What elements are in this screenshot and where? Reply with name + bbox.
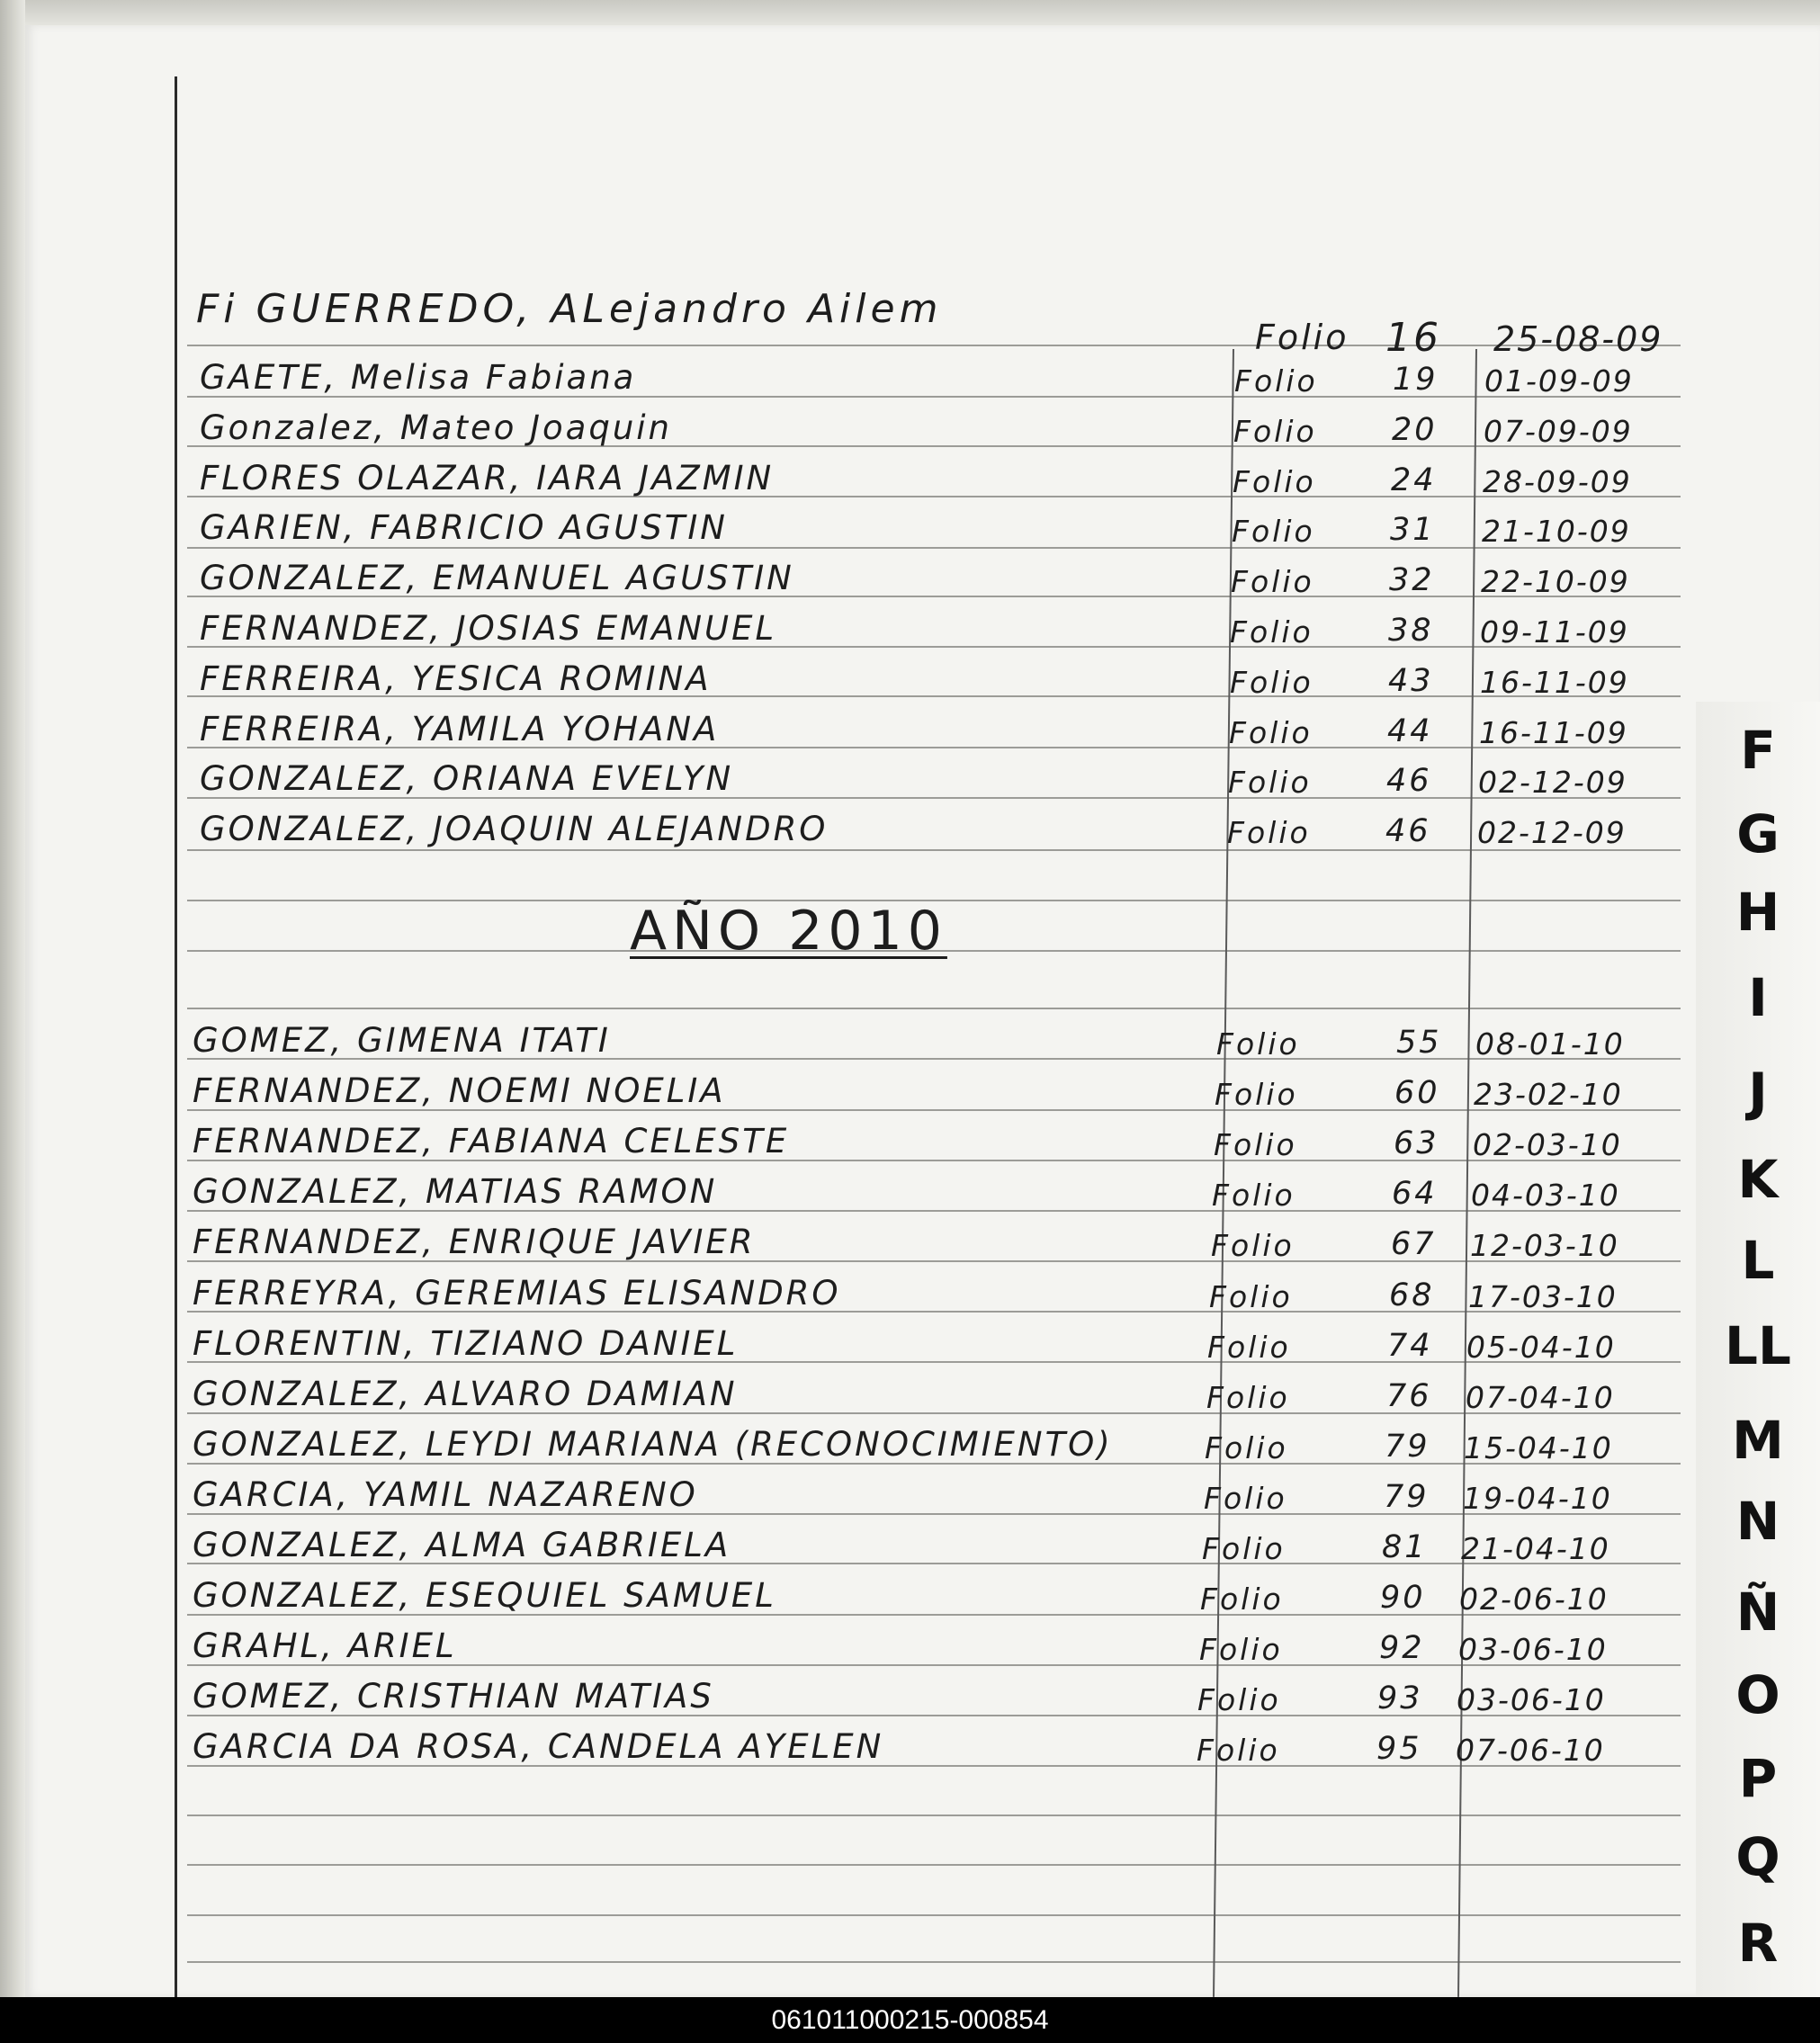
folio-label: Folio bbox=[1233, 463, 1316, 499]
entry-date: 07-06-10 bbox=[1456, 1733, 1605, 1769]
index-tab[interactable]: H bbox=[1735, 882, 1780, 943]
entry-date: 21-10-09 bbox=[1482, 514, 1631, 550]
folio-label: Folio bbox=[1230, 614, 1313, 650]
entry-name: FERNANDEZ, JOSIAS EMANUEL bbox=[200, 609, 777, 648]
entry-date: 12-03-10 bbox=[1470, 1228, 1619, 1264]
folio-number: 81 bbox=[1382, 1529, 1428, 1565]
entry-date: 07-09-09 bbox=[1484, 413, 1633, 449]
ruled-line bbox=[187, 345, 1681, 346]
entry-name: FERREIRA, YAMILA YOHANA bbox=[200, 709, 720, 748]
title-entry-folio-label: Folio bbox=[1255, 318, 1349, 357]
folio-number: 68 bbox=[1389, 1277, 1435, 1313]
entry-name: GONZALEZ, ORIANA EVELYN bbox=[200, 759, 734, 799]
folio-label: Folio bbox=[1214, 1127, 1297, 1163]
index-tab[interactable]: M bbox=[1732, 1410, 1784, 1471]
entry-date: 15-04-10 bbox=[1464, 1429, 1613, 1465]
entry-date: 02-12-09 bbox=[1477, 815, 1627, 851]
entry-date: 02-12-09 bbox=[1478, 765, 1627, 801]
entry-name: GONZALEZ, EMANUEL AGUSTIN bbox=[200, 559, 794, 598]
folio-number: 46 bbox=[1385, 813, 1431, 850]
folio-number: 24 bbox=[1391, 461, 1437, 498]
folio-label: Folio bbox=[1216, 1026, 1300, 1062]
entry-date: 02-06-10 bbox=[1459, 1582, 1609, 1617]
folio-number: 64 bbox=[1392, 1176, 1438, 1213]
folio-label: Folio bbox=[1197, 1733, 1280, 1769]
folio-number: 55 bbox=[1396, 1025, 1442, 1061]
entry-date: 01-09-09 bbox=[1484, 363, 1634, 399]
ruled-line bbox=[187, 1914, 1681, 1916]
folio-label: Folio bbox=[1212, 1178, 1296, 1214]
ruled-line bbox=[187, 1815, 1681, 1816]
folio-label: Folio bbox=[1215, 1077, 1298, 1113]
index-tab[interactable]: J bbox=[1748, 1062, 1768, 1123]
entry-name: GARCIA, YAMIL NAZARENO bbox=[193, 1474, 698, 1514]
folio-number: 44 bbox=[1387, 712, 1433, 749]
title-entry-date: 25-08-09 bbox=[1493, 319, 1663, 359]
entry-date: 08-01-10 bbox=[1475, 1026, 1625, 1062]
entry-name: GONZALEZ, ESEQUIEL SAMUEL bbox=[193, 1576, 776, 1616]
index-tab[interactable]: P bbox=[1738, 1748, 1778, 1809]
folio-label: Folio bbox=[1197, 1682, 1281, 1718]
index-tab[interactable]: K bbox=[1737, 1149, 1779, 1210]
index-tab[interactable]: Ñ bbox=[1735, 1582, 1780, 1643]
folio-label: Folio bbox=[1228, 765, 1312, 801]
entry-date: 19-04-10 bbox=[1463, 1480, 1612, 1516]
entry-name: GAETE, Melisa Fabiana bbox=[200, 358, 637, 397]
folio-label: Folio bbox=[1229, 714, 1313, 750]
folio-label: Folio bbox=[1199, 1632, 1283, 1668]
folio-label: Folio bbox=[1207, 1329, 1291, 1365]
entry-name: GARCIA DA ROSA, CANDELA AYELEN bbox=[193, 1727, 884, 1767]
folio-label: Folio bbox=[1233, 413, 1317, 449]
folio-label: Folio bbox=[1202, 1531, 1286, 1566]
index-tab[interactable]: I bbox=[1748, 967, 1768, 1028]
entry-name: FERREIRA, YESICA ROMINA bbox=[200, 659, 712, 698]
entry-date: 07-04-10 bbox=[1466, 1379, 1615, 1415]
entry-date: 21-04-10 bbox=[1461, 1531, 1610, 1566]
entry-date: 28-09-09 bbox=[1483, 463, 1632, 499]
index-tab[interactable]: Q bbox=[1735, 1826, 1780, 1887]
ruled-line bbox=[187, 1864, 1681, 1866]
folio-number: 90 bbox=[1380, 1580, 1426, 1617]
entry-name: GOMEZ, GIMENA ITATI bbox=[193, 1021, 611, 1060]
index-tab[interactable]: O bbox=[1735, 1664, 1780, 1725]
folio-number: 31 bbox=[1390, 512, 1436, 549]
folio-number: 60 bbox=[1394, 1075, 1440, 1112]
folio-label: Folio bbox=[1211, 1228, 1295, 1264]
folio-number: 19 bbox=[1393, 362, 1439, 398]
folio-label: Folio bbox=[1209, 1278, 1293, 1314]
entry-name: Gonzalez, Mateo Joaquin bbox=[200, 408, 672, 447]
folio-number: 46 bbox=[1386, 763, 1432, 800]
image-id-footer: 061011000215-000854 bbox=[0, 1997, 1820, 2043]
index-tab[interactable]: G bbox=[1736, 803, 1780, 865]
folio-label: Folio bbox=[1227, 815, 1311, 851]
folio-label: Folio bbox=[1206, 1379, 1290, 1415]
entry-name: GONZALEZ, ALMA GABRIELA bbox=[193, 1526, 731, 1564]
index-tab[interactable]: N bbox=[1735, 1491, 1780, 1552]
folio-label: Folio bbox=[1230, 664, 1313, 700]
entry-name: GONZALEZ, JOAQUIN ALEJANDRO bbox=[200, 810, 829, 849]
entry-date: 23-02-10 bbox=[1474, 1077, 1623, 1113]
entry-name: FLORES OLAZAR, IARA JAZMIN bbox=[200, 458, 775, 497]
folio-number: 38 bbox=[1388, 613, 1434, 649]
year-heading: AÑO 2010 bbox=[630, 900, 947, 963]
folio-number: 92 bbox=[1379, 1630, 1425, 1667]
entry-date: 02-03-10 bbox=[1473, 1127, 1622, 1163]
entry-date: 09-11-09 bbox=[1480, 614, 1629, 650]
folio-number: 43 bbox=[1388, 662, 1434, 699]
title-entry-folio-number: 16 bbox=[1385, 315, 1441, 361]
entry-name: FERNANDEZ, NOEMI NOELIA bbox=[193, 1071, 726, 1111]
index-tab[interactable]: F bbox=[1740, 720, 1776, 781]
page-top-edge bbox=[0, 0, 1820, 25]
folio-number: 74 bbox=[1387, 1327, 1433, 1364]
index-tab[interactable]: R bbox=[1737, 1913, 1779, 1974]
folio-label: Folio bbox=[1204, 1480, 1287, 1516]
entry-name: FERREYRA, GEREMIAS ELISANDRO bbox=[193, 1273, 841, 1313]
folio-number: 76 bbox=[1386, 1377, 1432, 1414]
folio-number: 67 bbox=[1391, 1226, 1437, 1263]
ruled-line bbox=[187, 849, 1681, 851]
folio-number: 93 bbox=[1377, 1680, 1423, 1717]
entry-name: GONZALEZ, LEYDI MARIANA (RECONOCIMIENTO) bbox=[193, 1424, 1113, 1464]
binding-edge bbox=[0, 0, 25, 1997]
entry-date: 04-03-10 bbox=[1471, 1178, 1620, 1214]
folio-number: 63 bbox=[1394, 1125, 1439, 1162]
entry-date: 03-06-10 bbox=[1458, 1632, 1608, 1668]
entry-date: 22-10-09 bbox=[1481, 564, 1630, 600]
folio-label: Folio bbox=[1234, 363, 1318, 399]
entry-name: GRAHL, ARIEL bbox=[193, 1626, 457, 1666]
ruled-line bbox=[187, 1961, 1681, 1963]
folio-label: Folio bbox=[1231, 564, 1314, 600]
entry-date: 05-04-10 bbox=[1466, 1329, 1616, 1365]
entry-name: FERNANDEZ, ENRIQUE JAVIER bbox=[193, 1223, 756, 1262]
entry-date: 03-06-10 bbox=[1457, 1682, 1606, 1718]
folio-number: 95 bbox=[1376, 1731, 1422, 1768]
folio-number: 79 bbox=[1384, 1478, 1430, 1515]
entry-date: 17-03-10 bbox=[1468, 1278, 1618, 1314]
folio-label: Folio bbox=[1200, 1582, 1284, 1617]
entry-date: 16-11-09 bbox=[1480, 664, 1629, 700]
index-tab[interactable]: L bbox=[1741, 1230, 1775, 1291]
folio-number: 32 bbox=[1389, 562, 1435, 599]
entry-name: FERNANDEZ, FABIANA CELESTE bbox=[193, 1122, 790, 1161]
entry-name: GONZALEZ, ALVARO DAMIAN bbox=[193, 1374, 738, 1413]
entry-date: 16-11-09 bbox=[1479, 714, 1628, 750]
margin-rule bbox=[175, 76, 177, 1997]
entry-name: GOMEZ, CRISTHIAN MATIAS bbox=[193, 1677, 714, 1716]
folio-number: 79 bbox=[1385, 1428, 1430, 1465]
index-tab[interactable]: LL bbox=[1725, 1315, 1791, 1376]
entry-name: FLORENTIN, TIZIANO DANIEL bbox=[193, 1323, 739, 1363]
entry-name: GONZALEZ, MATIAS RAMON bbox=[193, 1172, 718, 1212]
folio-label: Folio bbox=[1232, 514, 1315, 550]
title-entry-name: Fi GUERREDO, ALejandro Ailem bbox=[196, 286, 943, 332]
ruled-line bbox=[187, 1008, 1681, 1009]
folio-label: Folio bbox=[1205, 1429, 1288, 1465]
folio-number: 20 bbox=[1392, 411, 1438, 448]
entry-name: GARIEN, FABRICIO AGUSTIN bbox=[200, 508, 728, 548]
